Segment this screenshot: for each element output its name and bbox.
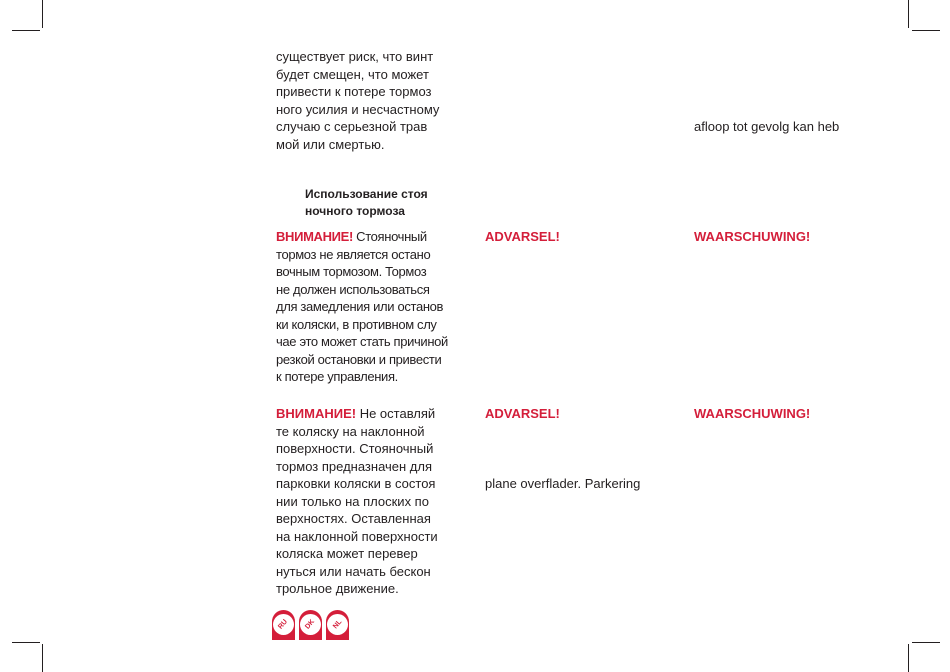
language-tab-nl	[326, 610, 349, 640]
language-tab-dk	[299, 610, 322, 640]
ru-warning-1-text: Стояночный тормоз не является остано вочным тормозом. Тормоз не должен использоваться для замедления или останов ки коляски, в противном слу чае это может стать причиной резкой остановки и привести к потере управления.	[276, 229, 448, 384]
dk-warning-2-label: ADVARSEL!	[485, 406, 560, 421]
crop-mark	[912, 642, 940, 643]
ru-subheading: Использование стоя ночного тормоза	[305, 187, 428, 218]
crop-mark	[12, 642, 40, 643]
dk-warning-1-label: ADVARSEL!	[485, 229, 560, 244]
nl-warning-1-label: WAARSCHUWING!	[694, 229, 811, 244]
ru-warning-2	[276, 405, 438, 598]
nl-text-fragment: afloop tot gevolg kan heb	[694, 119, 840, 134]
nl-warning-2-label: WAARSCHUWING!	[694, 406, 811, 421]
ru-intro-paragraph: существует риск, что винт будет смещен, что может привести к потере тормоз ного усилия и несчастному случаю с серьезной трав мой или смертью.	[276, 49, 440, 152]
crop-mark	[12, 30, 40, 31]
ru-warning-1-label: ВНИМАНИЕ!	[276, 229, 353, 244]
crop-mark	[908, 644, 909, 672]
language-tab-dk-label: DK	[304, 618, 317, 631]
dk-text-fragment: plane overflader. Parkering	[485, 476, 641, 491]
crop-mark	[912, 30, 940, 31]
language-tab-nl-label: NL	[331, 618, 344, 631]
crop-mark	[42, 644, 43, 672]
language-tab-ru	[272, 610, 295, 640]
language-tab-ru-label: RU	[277, 618, 290, 631]
language-tabs	[272, 610, 349, 640]
ru-warning-2-label: ВНИМАНИЕ!	[276, 406, 357, 421]
ru-warning-1	[276, 228, 448, 386]
crop-mark	[908, 0, 909, 28]
ru-warning-2-text: Не оставляй те коляску на наклонной поверхности. Стояночный тормоз предназначен для парковки коляски в состоя нии только на плоских по верхностях. Оставленная на наклонной поверхности коляска может перевер нуться или начать бескон трольное движение.	[276, 406, 438, 596]
crop-mark	[42, 0, 43, 28]
